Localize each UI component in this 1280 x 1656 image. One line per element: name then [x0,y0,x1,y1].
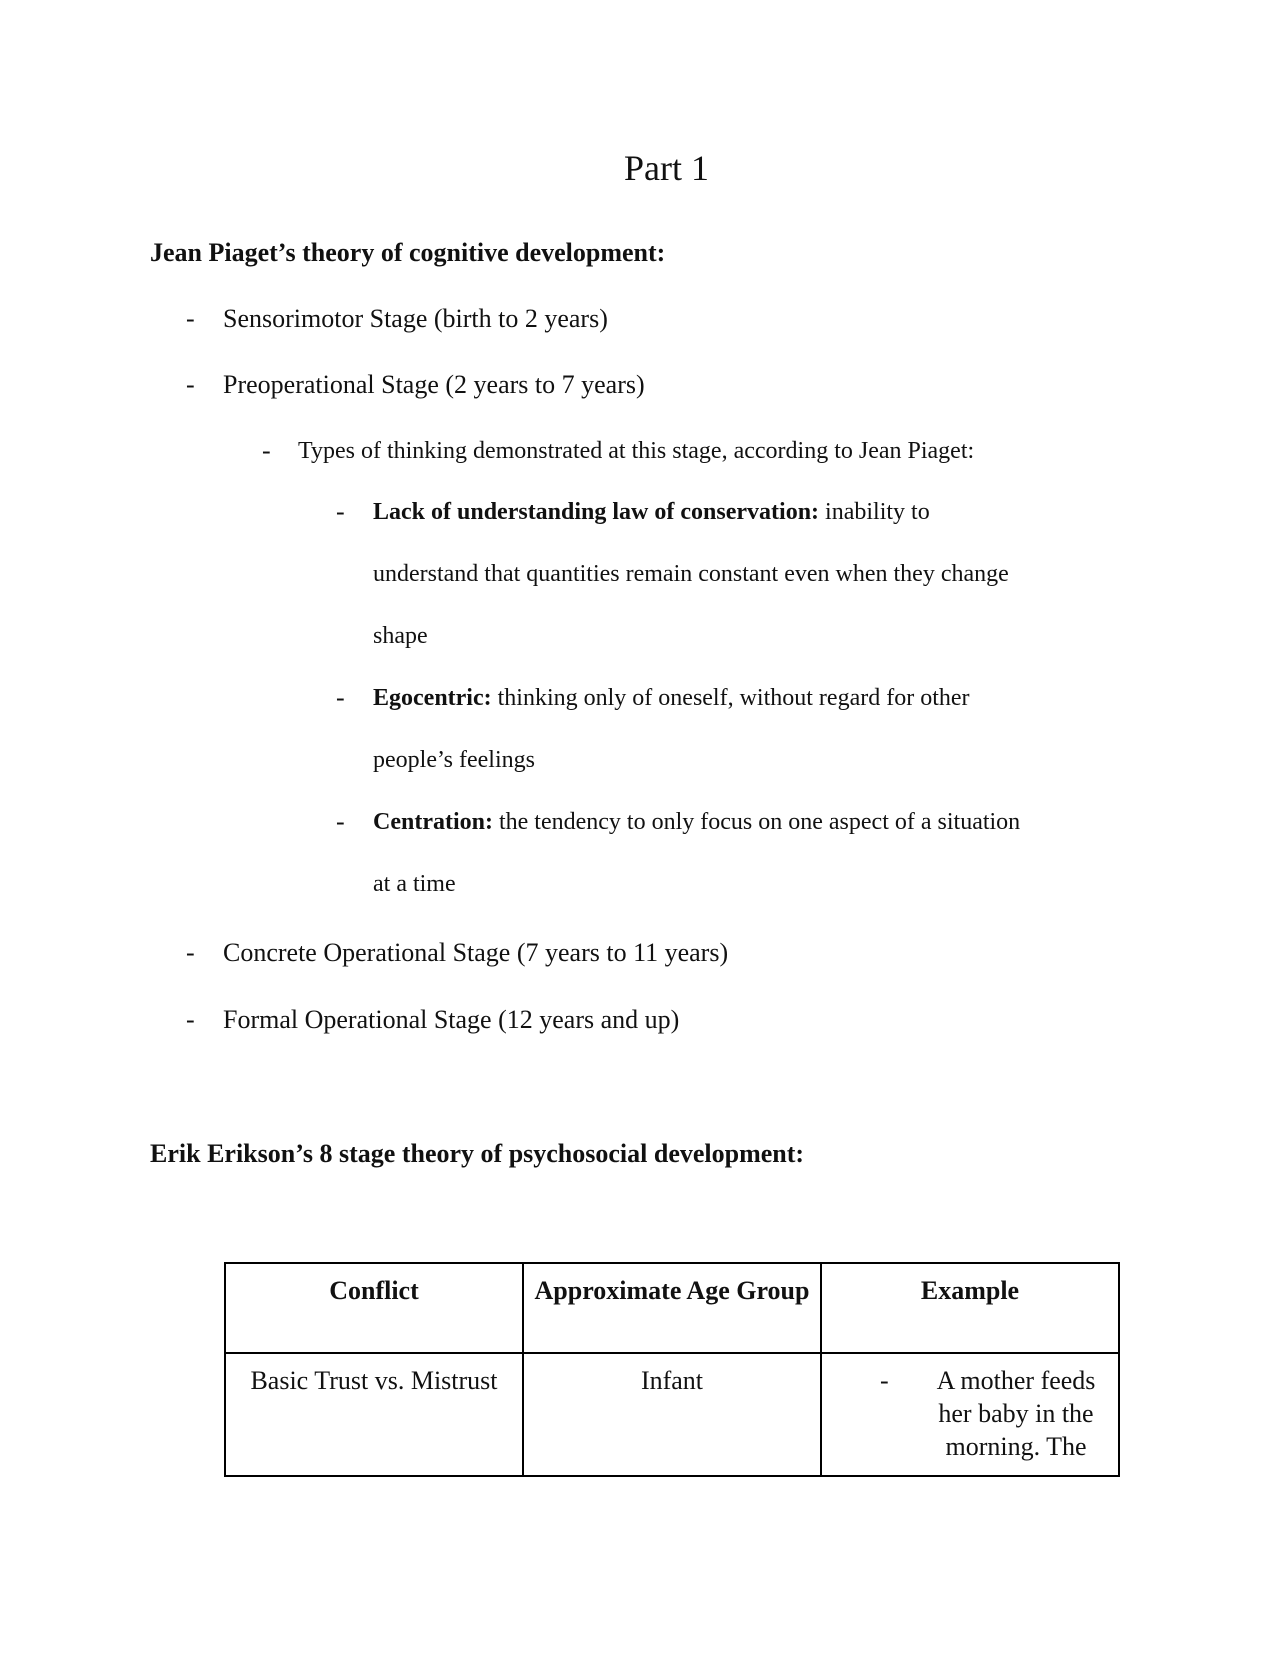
bullet-dash: - [186,1005,195,1034]
bullet-dash: - [336,497,345,526]
term-description-cont: understand that quantities remain constant even when they change [373,561,1009,587]
stage-sensorimotor: Sensorimotor Stage (birth to 2 years) [223,304,608,333]
cell-conflict: Basic Trust vs. Mistrust [225,1353,523,1476]
thinking-type-conservation [373,496,930,528]
thinking-type-centration [373,806,1020,838]
term-description: inability to [819,499,930,525]
preop-subheading: Types of thinking demonstrated at this stage, according to Jean Piaget: [298,438,975,464]
cell-age-group: Infant [523,1353,821,1476]
bullet-dash: - [336,683,345,712]
term-label: Lack of understanding law of conservation: [373,499,820,525]
bullet-dash: - [336,807,345,836]
cell-example [821,1353,1119,1476]
column-header-example: Example [821,1263,1119,1353]
stage-preoperational: Preoperational Stage (2 years to 7 years) [223,370,645,399]
term-description: thinking only of oneself, without regard for other [491,685,970,711]
bullet-dash: - [186,304,195,333]
stage-concrete-operational: Concrete Operational Stage (7 years to 11 years) [223,938,729,967]
bullet-dash: - [186,938,195,967]
thinking-type-egocentric [373,682,970,714]
table-header-row [225,1263,1119,1353]
piaget-heading: Jean Piaget’s theory of cognitive development: [150,238,666,267]
term-description-cont: people’s feelings [373,747,535,773]
erikson-stages-table [224,1262,1120,1477]
erikson-heading: Erik Erikson’s 8 stage theory of psychosocial development: [150,1139,805,1168]
stage-formal-operational: Formal Operational Stage (12 years and up) [223,1005,680,1034]
bullet-dash: - [880,1366,889,1395]
table-row [225,1353,1119,1476]
example-text: A mother feeds her baby in the morning. The [936,1366,1096,1461]
term-description: the tendency to only focus on one aspect of a situation [492,809,1021,835]
term-description-cont: at a time [373,871,456,897]
page-title: Part 1 [624,148,709,188]
term-label: Egocentric: [373,685,492,711]
term-description-cont: shape [373,623,428,649]
term-label: Centration: [373,809,493,835]
bullet-dash: - [186,370,195,399]
column-header-age-group: Approximate Age Group [523,1263,821,1353]
column-header-conflict: Conflict [225,1263,523,1353]
bullet-dash: - [262,436,271,465]
